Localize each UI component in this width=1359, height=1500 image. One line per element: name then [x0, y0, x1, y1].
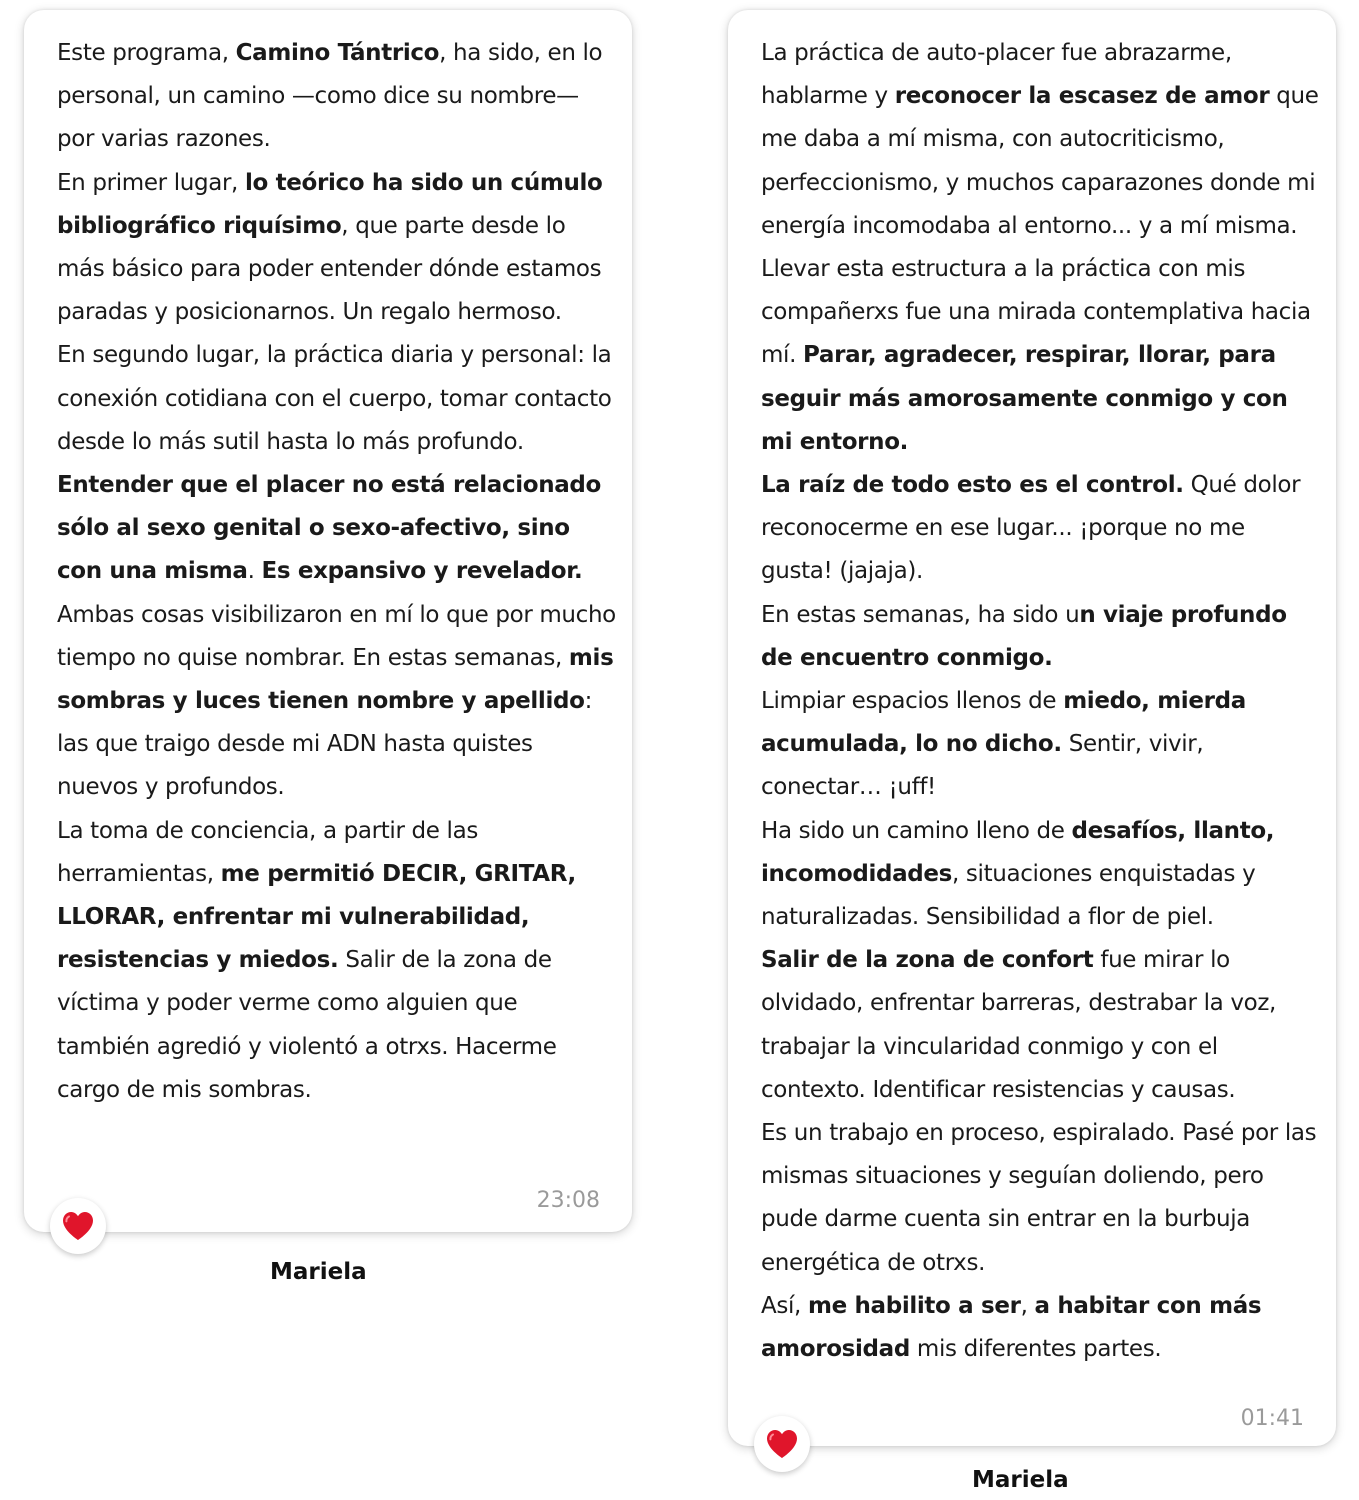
- text-run: En primer lugar,: [57, 169, 245, 196]
- text-run: Este programa,: [57, 40, 236, 66]
- bold-text-run: me habilito a ser: [807, 1292, 1021, 1319]
- text-run: , situaciones enquistadas y naturalizadas. Sensibilidad a flor de piel.: [761, 860, 1256, 931]
- heart-reaction[interactable]: [50, 1198, 106, 1254]
- text-run: ,: [1020, 1292, 1035, 1319]
- text-run: que me daba a mí misma, con autocriticismo, perfeccionismo, y muchos caparazones donde mi energía incomodaba al entorno... y a mí misma.: [761, 83, 1319, 239]
- text-run: mis diferentes partes.: [909, 1336, 1162, 1363]
- bold-text-run: La raíz de todo esto es el control.: [761, 472, 1184, 499]
- message-paragraph: [761, 680, 1321, 810]
- red-heart-icon: [61, 1210, 95, 1242]
- text-run: Qué dolor reconocerme en ese lugar... ¡porque no me gusta! (jajaja).: [761, 472, 1301, 585]
- message-time: 01:41: [1240, 1406, 1304, 1431]
- text-run: fue mirar lo olvidado, enfrentar barreras, destrabar la voz, trabajar la vincularidad conmigo y con el contexto. Identificar resistencias y causas.: [761, 947, 1277, 1103]
- bold-text-run: mis sombras y luces tienen nombre y apellido: [57, 644, 614, 715]
- message-paragraph: [57, 162, 617, 335]
- text-run: Así,: [761, 1292, 808, 1319]
- bold-text-run: Entender que el placer no está relacionado sólo al sexo genital o sexo-afectivo, sino con una misma: [57, 472, 601, 585]
- message-bubble[interactable]: [728, 10, 1336, 1446]
- message-bubble[interactable]: [24, 10, 632, 1232]
- message-paragraph: [761, 594, 1321, 680]
- message-paragraph: [761, 1285, 1321, 1371]
- message-paragraph: [761, 939, 1321, 1112]
- message-paragraph: [57, 594, 617, 810]
- text-run: .: [247, 558, 262, 585]
- text-run: , ha sido, en lo personal, un camino —como dice su nombre— por varias razones.: [57, 40, 603, 153]
- text-run: En segundo lugar, la práctica diaria y personal: la conexión cotidiana con el cuerpo, tomar contacto desde lo más sutil hasta lo más profundo.: [57, 342, 612, 455]
- message-paragraph: [57, 810, 617, 1112]
- bold-text-run: reconocer la escasez de amor: [894, 83, 1270, 110]
- text-run: En estas semanas, ha sido u: [761, 601, 1080, 628]
- text-run: Salir de la zona de víctima y poder verme como alguien que también agredió y violentó a otrxs. Hacerme cargo de mis sombras.: [57, 947, 557, 1103]
- author-name: Mariela: [972, 1467, 1069, 1493]
- message-paragraph: [57, 32, 617, 162]
- bold-text-run: Parar, agradecer, respirar, llorar, para seguir más amorosamente conmigo y con mi entorno.: [761, 342, 1288, 455]
- message-paragraph: [761, 1112, 1321, 1285]
- message-paragraph: [761, 464, 1321, 594]
- text-run: Ambas cosas visibilizaron en mí lo que por mucho tiempo no quise nombrar. En estas semanas,: [57, 601, 616, 671]
- message-paragraph: [761, 810, 1321, 940]
- message-paragraph: [57, 334, 617, 593]
- message-paragraph: [761, 32, 1321, 248]
- text-run: La toma de conciencia, a partir de las herramientas,: [57, 817, 478, 887]
- text-run: La práctica de auto-placer fue abrazarme, hablarme y: [761, 40, 1232, 110]
- text-run: : las que traigo desde mi ADN hasta quistes nuevos y profundos.: [57, 688, 592, 801]
- text-run: Es un trabajo en proceso, espiralado. Pasé por las mismas situaciones y seguían doliendo, pero pude darme cuenta sin entrar en la burbuja energética de otrxs.: [761, 1120, 1317, 1276]
- message-time: 23:08: [536, 1188, 600, 1213]
- bold-text-run: Es expansivo y revelador.: [261, 558, 583, 585]
- bold-text-run: n viaje profundo de encuentro conmigo.: [761, 601, 1287, 671]
- text-run: Sentir, vivir, conectar… ¡uff!: [761, 731, 1204, 801]
- message-text: [761, 32, 1321, 1371]
- bold-text-run: a habitar con más amorosidad: [761, 1292, 1262, 1363]
- bold-text-run: me permitió DECIR, GRITAR, LLORAR, enfrentar mi vulnerabilidad, resistencias y miedos.: [57, 860, 576, 974]
- bold-text-run: Camino Tántrico: [235, 40, 440, 66]
- red-heart-icon: [765, 1428, 799, 1460]
- message-paragraph: [761, 248, 1321, 464]
- bold-text-run: desafíos, llanto, incomodidades: [761, 817, 1275, 887]
- text-run: Llevar esta estructura a la práctica con mis compañerxs fue una mirada contemplativa hacia mí.: [761, 256, 1311, 369]
- text-run: Limpiar espacios llenos de: [761, 688, 1064, 715]
- text-run: Ha sido un camino lleno de: [761, 817, 1072, 844]
- heart-reaction[interactable]: [754, 1416, 810, 1472]
- text-run: , que parte desde lo más básico para poder entender dónde estamos paradas y posicionarnos. Un regalo hermoso.: [57, 212, 602, 326]
- author-name: Mariela: [270, 1259, 367, 1285]
- bold-text-run: lo teórico ha sido un cúmulo bibliográfico riquísimo: [57, 169, 603, 239]
- bold-text-run: miedo, mierda acumulada, lo no dicho.: [761, 688, 1246, 758]
- bold-text-run: Salir de la zona de confort: [761, 947, 1094, 974]
- message-text: [57, 32, 617, 1112]
